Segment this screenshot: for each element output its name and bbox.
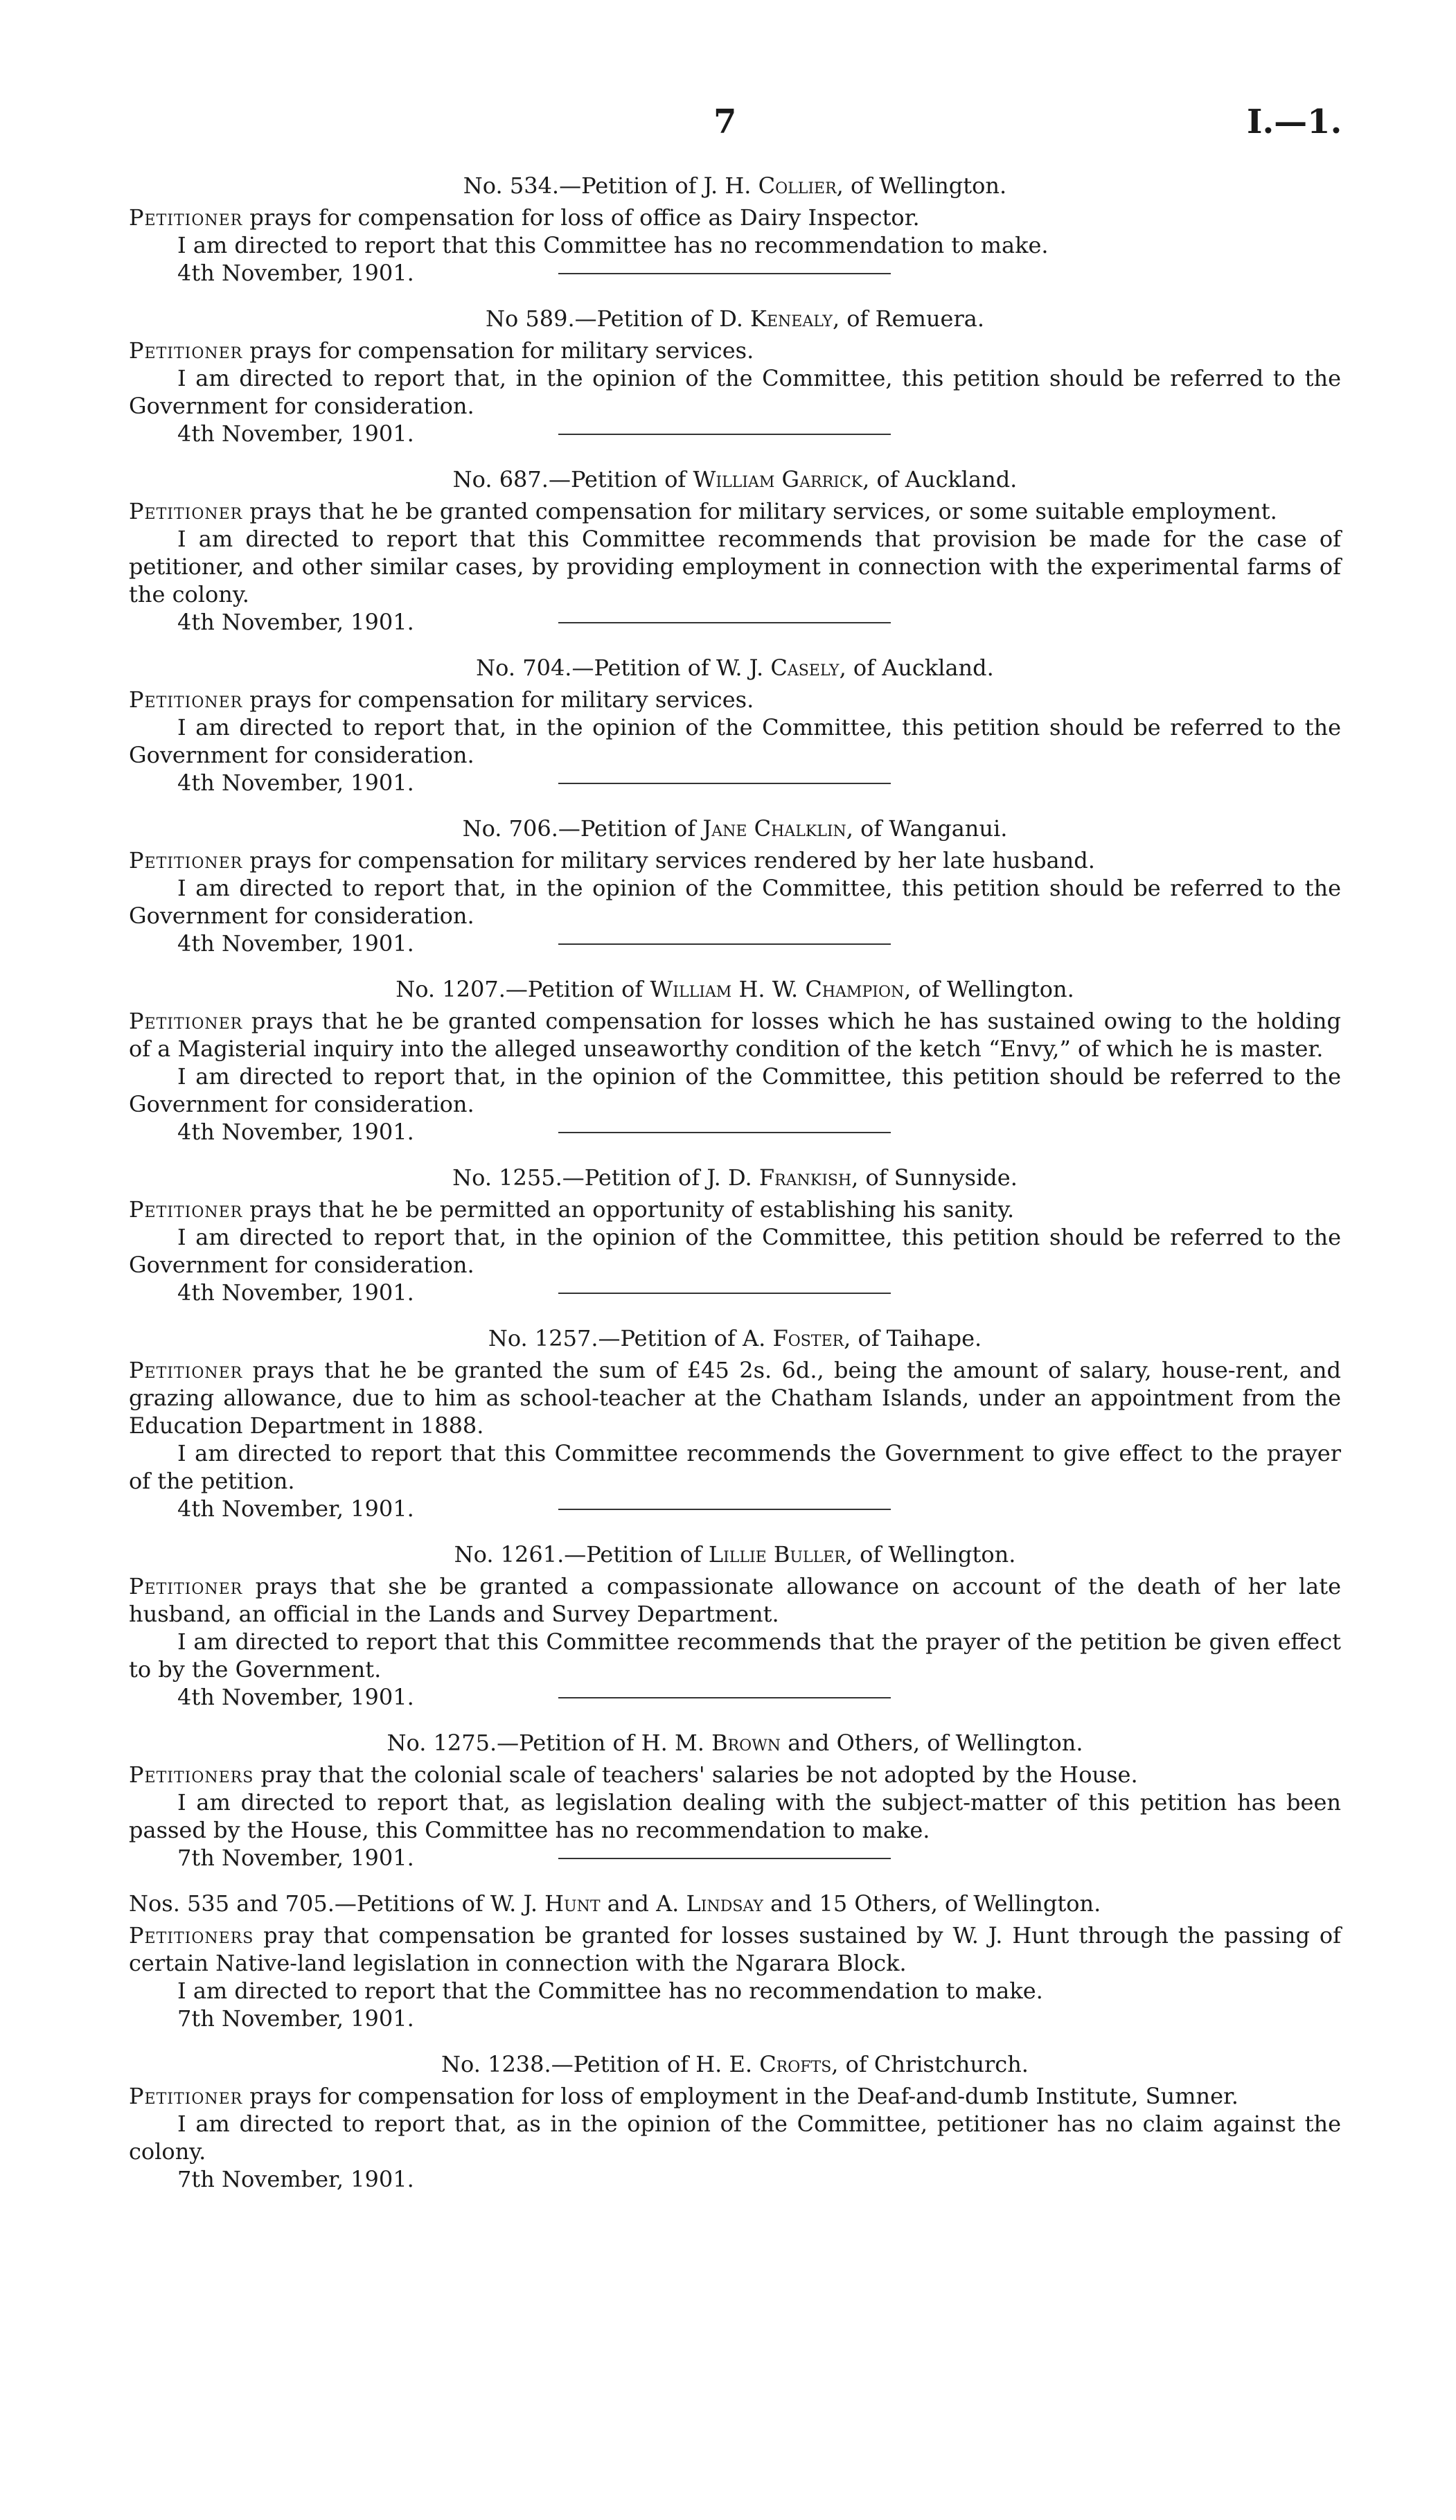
section-divider [558,1858,891,1859]
petition-entry [129,1541,1341,1711]
petition-prayer: Petitioner prays that she be granted a compassionate allowance on account of the death of her late husband, an official in the Lands and Survey Department. [129,1573,1341,1627]
petition-entry [129,305,1341,447]
committee-report: I am directed to report that this Committee recommends that the prayer of the petition be given effect to by the Government. [129,1629,1341,1683]
petition-title: No. 704.—Petition of W. J. Casely, of Auckland. [476,655,994,681]
petition-entry [129,2050,1341,2193]
petition-entry [129,1729,1341,1872]
section-divider [558,1697,891,1698]
committee-report: I am directed to report that, in the opinion of the Committee, this petition should be referred to the Government for consideration. [129,1224,1341,1278]
section-divider [558,434,891,435]
petition-title: No. 706.—Petition of Jane Chalklin, of Wanganui. [462,815,1008,842]
petition-title: No. 1275.—Petition of H. M. Brown and Others, of Wellington. [387,1730,1083,1756]
petition-prayer: Petitioner prays that he be granted compensation for losses which he has sustained owing to the holding of a Magisterial inquiry into the alleged unseaworthy condition of the ketch “Envy,” of which he is master. [129,1008,1341,1062]
petition-prayer: Petitioner prays for compensation for military services rendered by her late husband. [129,847,1095,873]
committee-report: I am directed to report that, in the opinion of the Committee, this petition should be referred to the Government for consideration. [129,1063,1341,1117]
petitioner-name: Collier [758,172,837,199]
page-number: 7 [713,103,737,141]
petitioner-name: Frankish [758,1164,852,1191]
petitioner-name: Lillie Buller [708,1541,846,1568]
section-divider [558,783,891,784]
report-date: 4th November, 1901. [129,1118,1341,1146]
committee-report: I am directed to report that this Committee recommends that provision be made for the case of petitioner, and other similar cases, by providing employment in connection with the experimental farms of the colony. [129,526,1341,607]
petitioner-name: Foster [772,1325,844,1351]
petitions-list [129,172,1341,2193]
petition-prayer: Petitioner prays for compensation for loss of employment in the Deaf-and-dumb Institute, Sumner. [129,2083,1239,2109]
petitioner-name: William H. W. Champion [650,976,905,1002]
report-date: 7th November, 1901. [177,2005,414,2032]
petition-entry [129,815,1341,957]
petitioner-name: Lindsay [686,1890,763,1917]
petition-prayer: Petitioner prays that he be permitted an opportunity of establishing his sanity. [129,1196,1015,1223]
petition-prayer: Petitioner prays that he be granted compensation for military services, or some suitable employment. [129,498,1277,524]
section-divider [558,1132,891,1133]
committee-report: I am directed to report that, as legislation dealing with the subject-matter of this petition has been passed by the House, this Committee has no recommendation to make. [129,1789,1341,1843]
report-date: 4th November, 1901. [129,1683,1341,1711]
section-divider [558,1293,891,1294]
petition-prayer: Petitioners pray that the colonial scale of teachers' salaries be not adopted by the House. [129,1762,1138,1788]
report-date: 4th November, 1901. [129,1279,1341,1306]
report-date: 4th November, 1901. [129,608,1341,636]
petitioner-name: William Garrick [693,466,863,493]
petition-title: No. 1261.—Petition of Lillie Buller, of Wellington. [454,1541,1016,1568]
report-date: 7th November, 1901. [129,1844,1341,1872]
petition-entry [129,1324,1341,1523]
document-reference: I.—1. [1247,103,1342,141]
report-date: 7th November, 1901. [177,2166,414,2192]
petition-title: No 589.—Petition of D. Kenealy, of Remuera. [485,305,985,332]
petitioner-name: Kenealy [750,305,833,332]
petition-title: No. 687.—Petition of William Garrick, of Auckland. [452,466,1018,493]
petition-title: No. 1257.—Petition of A. Foster, of Taihape. [488,1325,982,1351]
petition-title: No. 1207.—Petition of William H. W. Champion, of Wellington. [396,976,1074,1002]
section-divider [558,273,891,274]
petitioner-name: Brown [711,1730,781,1756]
petition-entry [129,465,1341,636]
petition-entry [129,1890,1341,2032]
petition-title: No. 1255.—Petition of J. D. Frankish, of Sunnyside. [452,1164,1018,1191]
petition-prayer: Petitioner prays for compensation for military services. [129,337,754,364]
committee-report: I am directed to report that, as in the opinion of the Committee, petitioner has no claim against the colony. [129,2111,1341,2165]
report-date: 4th November, 1901. [129,769,1341,797]
petition-prayer: Petitioners pray that compensation be granted for losses sustained by W. J. Hunt through the passing of certain Native-land legislation in connection with the Ngarara Block. [129,1922,1341,1976]
petitioner-name: Hunt [544,1890,601,1917]
petitioner-name: Crofts [759,2051,832,2077]
section-divider [558,622,891,623]
committee-report: I am directed to report that this Committee has no recommendation to make. [177,232,1049,258]
committee-report: I am directed to report that this Committee recommends the Government to give effect to the prayer of the petition. [129,1440,1341,1494]
report-date: 4th November, 1901. [129,259,1341,287]
committee-report: I am directed to report that, in the opinion of the Committee, this petition should be referred to the Government for consideration. [129,365,1341,419]
petition-title: No. 534.—Petition of J. H. Collier, of Wellington. [463,172,1007,199]
petition-entry [129,654,1341,797]
committee-report: I am directed to report that, in the opinion of the Committee, this petition should be referred to the Government for consideration. [129,875,1341,929]
report-date: 4th November, 1901. [129,930,1341,957]
report-date: 4th November, 1901. [129,1495,1341,1523]
petition-prayer: Petitioner prays that he be granted the sum of £45 2s. 6d., being the amount of salary, house-rent, and grazing allowance, due to him as school-teacher at the Chatham Islands, under an appointment from the Education Department in 1888. [129,1357,1341,1439]
section-divider [558,943,891,945]
petition-entry [129,172,1341,287]
petitioner-name: Casely [770,655,840,681]
petition-entry [129,1164,1341,1306]
petition-prayer: Petitioner prays for compensation for military services. [129,686,754,713]
petition-title: No. 1238.—Petition of H. E. Crofts, of Christchurch. [441,2051,1029,2077]
petition-entry [129,975,1341,1146]
committee-report: I am directed to report that the Committee has no recommendation to make. [177,1978,1043,2004]
report-date: 4th November, 1901. [129,420,1341,447]
committee-report: I am directed to report that, in the opinion of the Committee, this petition should be referred to the Government for consideration. [129,714,1341,768]
section-divider [558,1509,891,1510]
petition-prayer: Petitioner prays for compensation for loss of office as Dairy Inspector. [129,204,920,231]
petition-title: Nos. 535 and 705.—Petitions of W. J. Hunt and A. Lindsay and 15 Others, of Wellington. [129,1890,1101,1917]
petitioner-name: Jane Chalklin [702,815,846,842]
